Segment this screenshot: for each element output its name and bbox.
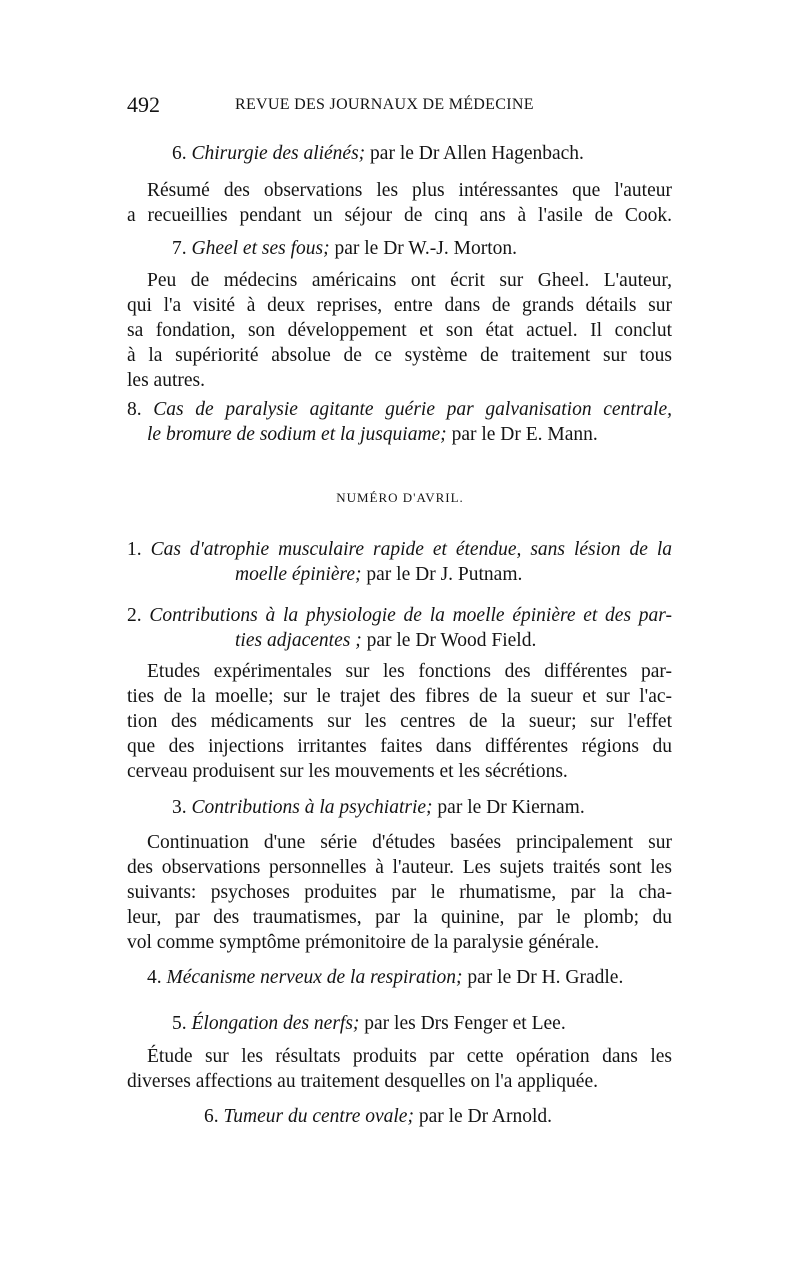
page-number: 492 [127,92,160,117]
entry-title: Mécanisme nerveux de la respiration; [166,967,463,988]
entry-7-heading [127,236,672,261]
april-entry-2-summary [127,659,672,784]
entry-title: le bromure de sodium et la jusquiame; [147,424,447,445]
april-entry-1-heading [127,537,672,587]
april-entry-2-heading [127,603,672,653]
summary-line: a recueillies pendant un séjour de cinq ans à l'asile de Cook. [127,205,672,226]
entry-number: 1. [127,539,142,560]
summary-line: à la supériorité absolue de ce système de traitement sur tous [127,345,672,366]
april-entry-4-heading [127,965,672,990]
april-entry-5-summary [127,1044,672,1094]
summary-line: vol comme symptôme prémonitoire de la paralysie générale. [127,932,600,953]
april-entry-3-heading [127,795,672,820]
summary-line: les autres. [127,370,205,391]
entry-number: 5. [172,1013,187,1034]
april-entry-6-heading [127,1104,672,1129]
entry-author: par le Dr J. Putnam. [366,564,523,585]
entry-number: 7. [172,238,187,259]
entry-author: par le Dr Wood Field. [366,630,537,651]
entry-7-summary [127,268,672,393]
entry-6-summary [127,178,672,228]
entry-title: Tumeur du centre ovale; [223,1106,414,1127]
summary-line: diverses affections au traitement desquelles on l'a appliquée. [127,1071,598,1092]
entry-8-heading [127,397,672,447]
summary-line: leur, par des traumatismes, par la quinine, par le plomb; du [127,907,672,928]
entry-number: 6. [204,1106,219,1127]
entry-title: Contributions à la physiologie de la moelle épinière et des par- [149,605,672,626]
april-entry-3-summary [127,830,672,955]
summary-line: qui l'a visité à deux reprises, entre dans de grands détails sur [127,295,672,316]
entry-6-heading [127,141,672,166]
section-heading: NUMÉRO D'AVRIL. [336,490,464,505]
summary-line: tion des médicaments sur les centres de la sueur; sur l'effet [127,711,672,732]
entry-title: Gheel et ses fous; [191,238,330,259]
entry-title: Contributions à la psychiatrie; [191,797,433,818]
entry-title: Cas d'atrophie musculaire rapide et étendue, sans lésion de la [150,539,673,560]
entry-number: 3. [172,797,187,818]
entry-title: ties adjacentes ; [235,630,362,651]
entry-author: par le Dr E. Mann. [451,424,598,445]
entry-number: 4. [147,967,162,988]
entry-title: Élongation des nerfs; [191,1013,360,1034]
summary-line: ties de la moelle; sur le trajet des fibres de la sueur et sur l'ac- [127,686,672,707]
page-header [127,92,672,122]
entry-title: Cas de paralysie agitante guérie par galvanisation centrale, [153,399,672,420]
entry-author: par le Dr H. Gradle. [467,967,624,988]
summary-line: suivants: psychoses produites par le rhumatisme, par la cha- [127,882,672,903]
summary-line: Continuation d'une série d'études basées principalement sur [147,832,672,853]
entry-author: par le Dr Arnold. [418,1106,553,1127]
summary-line: des observations personnelles à l'auteur. Les sujets traités sont les [127,857,672,878]
entry-author: par le Dr W.-J. Morton. [334,238,517,259]
running-title: REVUE DES JOURNAUX DE MÉDECINE [235,96,534,113]
entry-title: moelle épinière; [235,564,362,585]
summary-line: Résumé des observations les plus intéressantes que l'auteur [147,180,672,201]
summary-line: Étude sur les résultats produits par cette opération dans les [147,1046,672,1067]
entry-author: par le Dr Kiernam. [437,797,585,818]
entry-number: 2. [127,605,142,626]
summary-line: cerveau produisent sur les mouvements et les sécrétions. [127,761,568,782]
entry-author: par les Drs Fenger et Lee. [364,1013,566,1034]
entry-author: par le Dr Allen Hagenbach. [370,143,584,164]
summary-line: que des injections irritantes faites dans différentes régions du [127,736,672,757]
summary-line: Etudes expérimentales sur les fonctions des différentes par- [147,661,672,682]
entry-number: 8. [127,399,142,420]
summary-line: sa fondation, son développement et son état actuel. Il conclut [127,320,672,341]
summary-line: Peu de médecins américains ont écrit sur Gheel. L'auteur, [147,270,672,291]
entry-title: Chirurgie des aliénés; [191,143,366,164]
entry-number: 6. [172,143,187,164]
april-entry-5-heading [127,1011,672,1036]
